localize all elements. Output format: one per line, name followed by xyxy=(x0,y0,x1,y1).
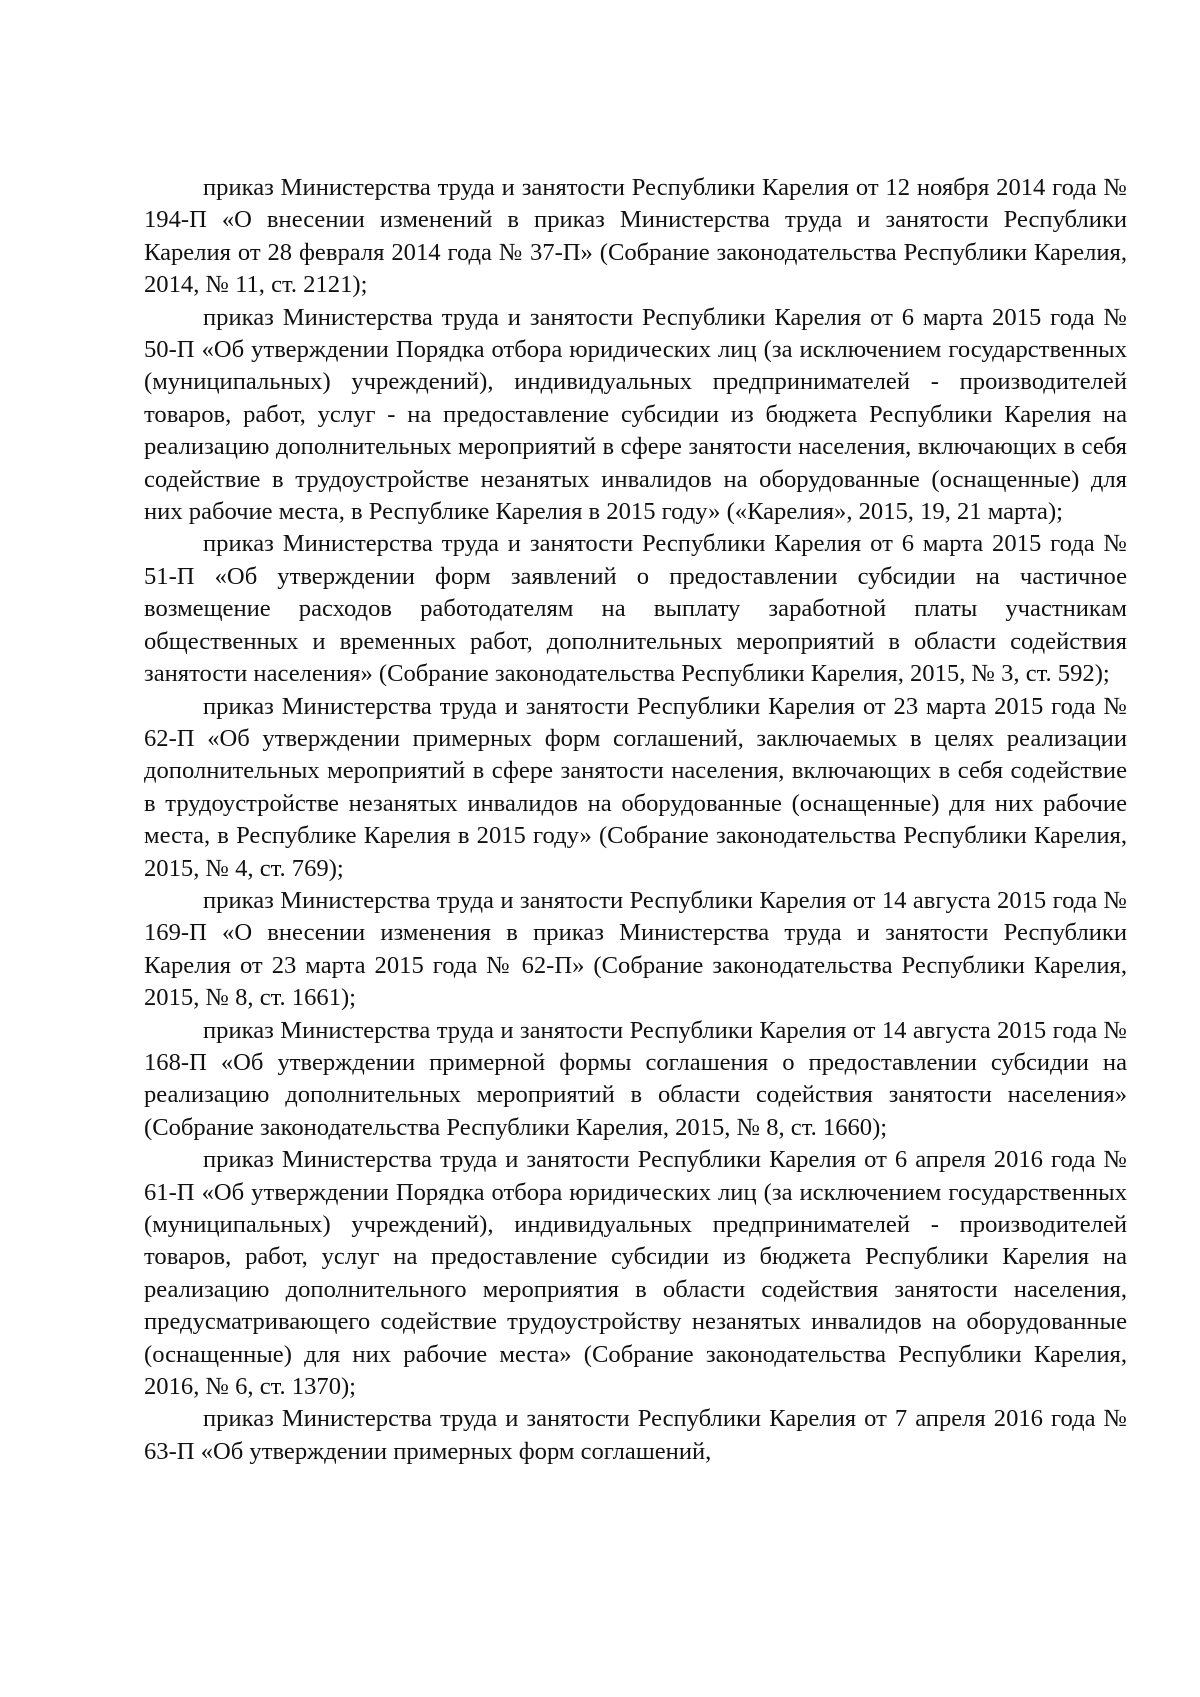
paragraph-order-168-p: приказ Министерства труда и занятости Республики Карелия от 14 августа 2015 года № 168-П «Об утверждении примерной формы соглашения о предоставлении субсидии на реализацию дополнительных мероприятий в области содействия занятости населения» (Собрание законодательства Республики Карелия, 2015, № 8, ст. 1660); xyxy=(144,1016,1127,1141)
paragraph-order-194-p: приказ Министерства труда и занятости Республики Карелия от 12 ноября 2014 года № 194-П «О внесении изменений в приказ Министерства труда и занятости Республики Карелия от 28 февраля 2014 года № 37-П» (Собрание законодательства Республики Карелия, 2014, № 11, ст. 2121); xyxy=(144,174,1127,299)
paragraph-order-169-p: приказ Министерства труда и занятости Республики Карелия от 14 августа 2015 года № 169-П «О внесении изменения в приказ Министерства труда и занятости Республики Карелия от 23 марта 2015 года № 62-П» (Собрание законодательства Республики Карелия, 2015, № 8, ст. 1661); xyxy=(144,886,1127,1012)
paragraph-order-50-p: приказ Министерства труда и занятости Республики Карелия от 6 марта 2015 года № 50-П «Об утверждении Порядка отбора юридических лиц (за исключением государственных (муниципальных) учреждений), индивидуальных предпринимателей - производителей товаров, работ, услуг - на предоставление субсидии из бюджета Республики Карелия на реализацию дополнительных мероприятий в сфере занятости населения, включающих в себя содействие в трудоустройстве незанятых инвалидов на оборудованные (оснащенные) для них рабочие места, в Республике Карелия в 2015 году» («Карелия», 2015, 19, 21 марта); xyxy=(144,303,1127,526)
document-body xyxy=(144,172,1127,1468)
paragraph-order-63-p: приказ Министерства труда и занятости Республики Карелия от 7 апреля 2016 года № 63-П «Об утверждении примерных форм соглашений, xyxy=(144,1405,1127,1465)
paragraph-order-62-p: приказ Министерства труда и занятости Республики Карелия от 23 марта 2015 года № 62-П «Об утверждении примерных форм соглашений, заключаемых в целях реализации дополнительных мероприятий в сфере занятости населения, включающих в себя содействие в трудоустройстве незанятых инвалидов на оборудованные (оснащенные) для них рабочие места, в Республике Карелия в 2015 году» (Собрание законодательства Республики Карелия, 2015, № 4, ст. 769); xyxy=(144,692,1127,882)
paragraph-order-51-p: приказ Министерства труда и занятости Республики Карелия от 6 марта 2015 года № 51-П «Об утверждении форм заявлений о предоставлении субсидии на частичное возмещение расходов работодателям на выплату заработной платы участникам общественных и временных работ, дополнительных мероприятий в области содействия занятости населения» (Собрание законодательства Республики Карелия, 2015, № 3, ст. 592); xyxy=(144,530,1127,688)
paragraph-order-61-p: приказ Министерства труда и занятости Республики Карелия от 6 апреля 2016 года № 61-П «Об утверждении Порядка отбора юридических лиц (за исключением государственных (муниципальных) учреждений), индивидуальных предпринимателей - производителей товаров, работ, услуг на предоставление субсидии из бюджета Республики Карелия на реализацию дополнительного мероприятия в области содействия занятости населения, предусматривающего содействие трудоустройству незанятых инвалидов на оборудованные (оснащенные) для них рабочие места» (Собрание законодательства Республики Карелия, 2016, № 6, ст. 1370); xyxy=(144,1146,1127,1401)
